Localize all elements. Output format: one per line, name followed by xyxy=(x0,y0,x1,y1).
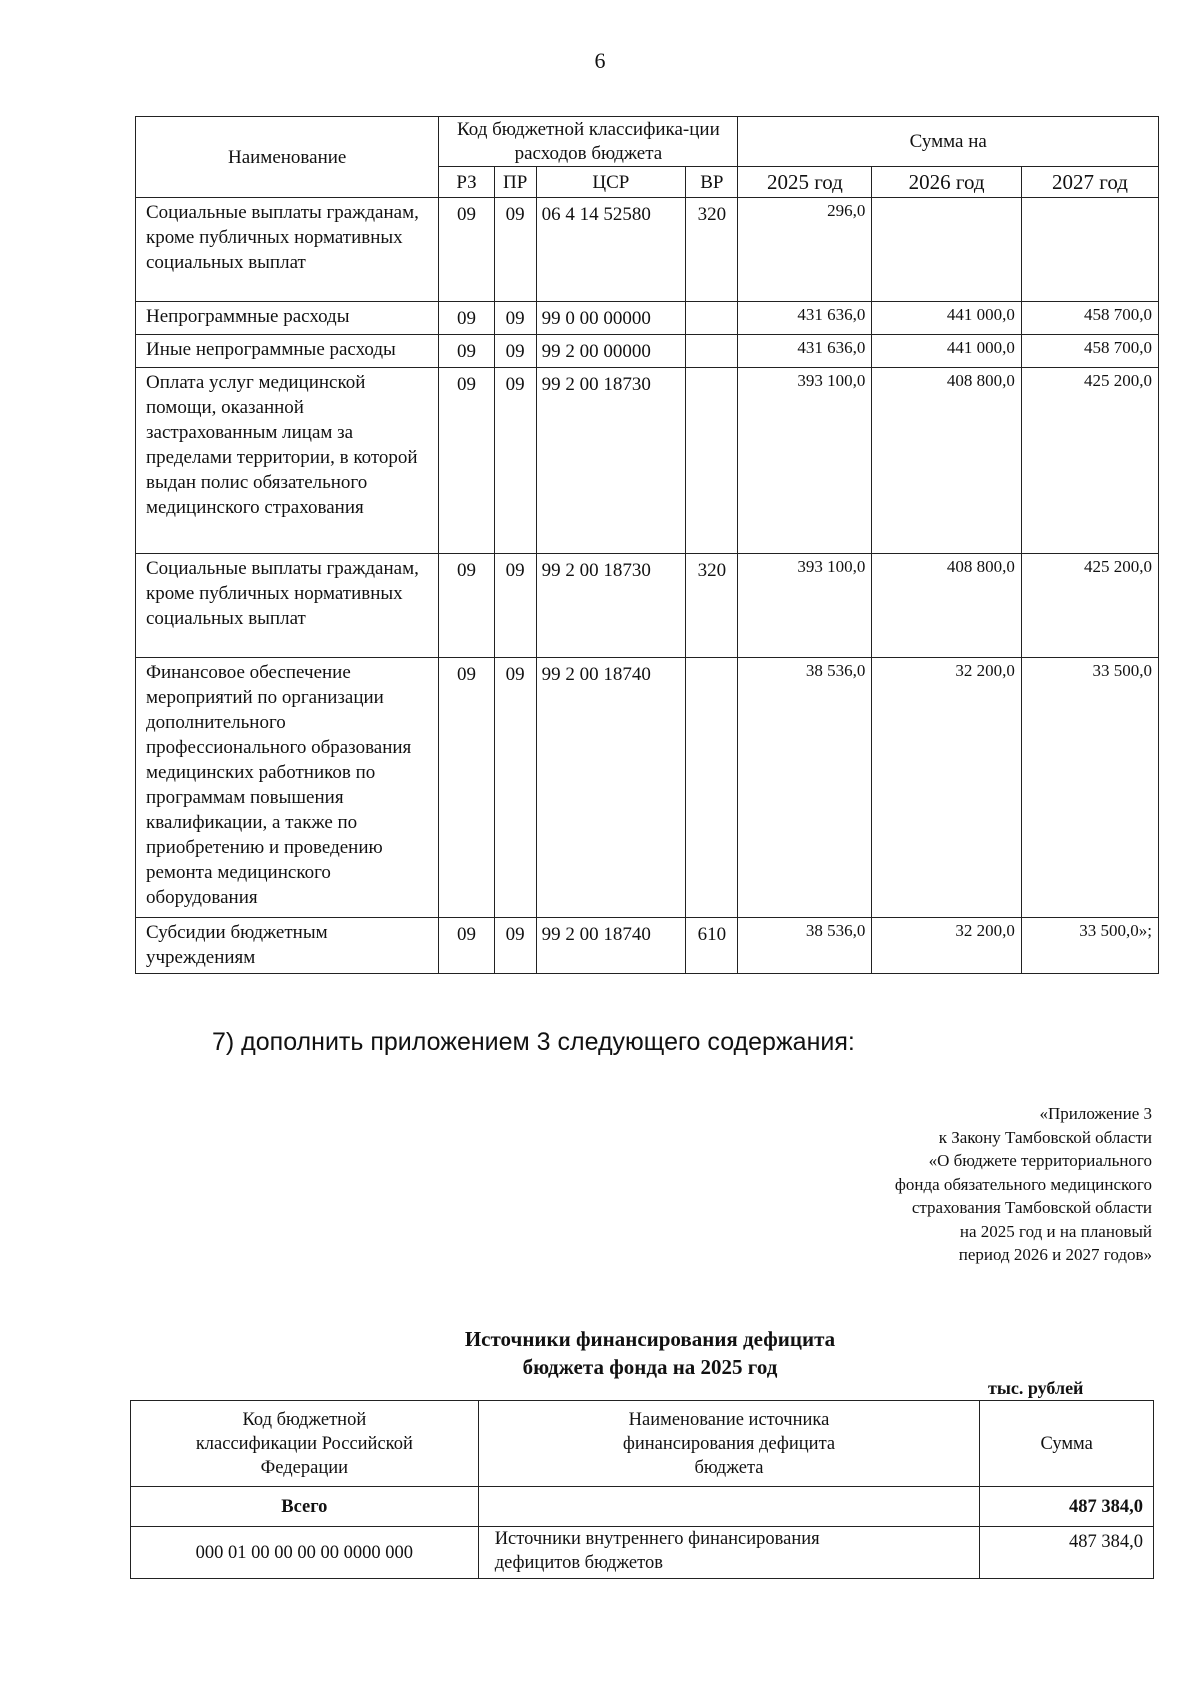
row-2027: 458 700,0 xyxy=(1021,335,1158,368)
header-code: Код бюджетной классификации Российской Федерации xyxy=(131,1401,479,1487)
row-2025: 393 100,0 xyxy=(738,554,872,658)
row-rz: 09 xyxy=(439,658,494,918)
total-name xyxy=(478,1487,980,1527)
appendix-line: фонда обязательного медицинского xyxy=(894,1174,1152,1194)
row-source-name: Источники внутреннего финансирования дефицитов бюджетов xyxy=(478,1527,980,1579)
row-csr: 06 4 14 52580 xyxy=(536,198,686,302)
row-csr: 99 2 00 18730 xyxy=(536,554,686,658)
header-rz: РЗ xyxy=(439,167,494,198)
row-2026: 441 000,0 xyxy=(872,335,1022,368)
page-number: 6 xyxy=(594,48,606,73)
table-row xyxy=(136,658,1159,918)
row-vr xyxy=(686,302,738,335)
row-vr xyxy=(686,658,738,918)
row-name: Социальные выплаты гражданам, кроме публичных нормативных социальных выплат xyxy=(136,198,439,302)
row-2025: 38 536,0 xyxy=(738,918,872,974)
header-source-name: Наименование источника финансирования дефицита бюджета xyxy=(478,1401,980,1487)
header-2025: 2025 год xyxy=(738,167,872,198)
total-row xyxy=(131,1487,1154,1527)
header-sum: Сумма xyxy=(980,1401,1154,1487)
row-name: Иные непрограммные расходы xyxy=(136,335,439,368)
row-pr: 09 xyxy=(494,368,536,554)
item-7-text: 7) дополнить приложением 3 следующего содержания: xyxy=(212,1028,855,1056)
table-row xyxy=(136,368,1159,554)
header-vr: ВР xyxy=(686,167,738,198)
header-csr: ЦСР xyxy=(536,167,686,198)
appendix-line: страхования Тамбовской области xyxy=(911,1198,1152,1217)
appendix-line: «О бюджете территориального xyxy=(928,1151,1152,1170)
row-name: Финансовое обеспечение мероприятий по организации дополнительного профессионального образования медицинских работников по программам повышения квалификации, а также по приобретению и проведению ремонта медицинского оборудования xyxy=(136,658,439,918)
section-title xyxy=(0,1325,1200,1381)
row-2026: 408 800,0 xyxy=(872,554,1022,658)
row-rz: 09 xyxy=(439,198,494,302)
row-pr: 09 xyxy=(494,658,536,918)
units-label: тыс. рублей xyxy=(988,1378,1084,1398)
table-row xyxy=(136,554,1159,658)
row-pr: 09 xyxy=(494,918,536,974)
row-vr xyxy=(686,335,738,368)
row-rz: 09 xyxy=(439,554,494,658)
row-rz: 09 xyxy=(439,918,494,974)
table-row xyxy=(131,1527,1154,1579)
appendix-line: на 2025 год и на плановый xyxy=(959,1221,1152,1241)
header-2026: 2026 год xyxy=(872,167,1022,198)
expenses-table xyxy=(135,116,1159,974)
row-2025: 431 636,0 xyxy=(738,302,872,335)
total-sum: 487 384,0 xyxy=(980,1487,1154,1527)
row-csr: 99 2 00 18740 xyxy=(536,918,686,974)
row-csr: 99 0 00 00000 xyxy=(536,302,686,335)
row-name: Субсидии бюджетным учреждениям xyxy=(136,918,439,974)
row-2026: 408 800,0 xyxy=(872,368,1022,554)
row-vr xyxy=(686,368,738,554)
row-pr: 09 xyxy=(494,198,536,302)
row-name: Непрограммные расходы xyxy=(136,302,439,335)
row-code: 000 01 00 00 00 00 0000 000 xyxy=(131,1527,479,1579)
table-row xyxy=(136,302,1159,335)
row-vr: 610 xyxy=(686,918,738,974)
row-2025: 431 636,0 xyxy=(738,335,872,368)
header-sum-group: Сумма на xyxy=(738,117,1159,167)
appendix-line: период 2026 и 2027 годов» xyxy=(958,1245,1152,1264)
row-2027 xyxy=(1021,198,1158,302)
header-name: Наименование xyxy=(136,117,439,198)
row-csr: 99 2 00 18730 xyxy=(536,368,686,554)
table-row xyxy=(136,918,1159,974)
section-title-line-2: бюджета фонда на 2025 год xyxy=(522,1355,778,1379)
table-row xyxy=(136,198,1159,302)
row-2026: 32 200,0 xyxy=(872,918,1022,974)
appendix-line: к Закону Тамбовской области xyxy=(938,1127,1152,1147)
row-2025: 296,0 xyxy=(738,198,872,302)
header-pr: ПР xyxy=(494,167,536,198)
row-2026 xyxy=(872,198,1022,302)
row-2027: 458 700,0 xyxy=(1021,302,1158,335)
row-csr: 99 2 00 00000 xyxy=(536,335,686,368)
row-name: Социальные выплаты гражданам, кроме публичных нормативных социальных выплат xyxy=(136,554,439,658)
row-pr: 09 xyxy=(494,335,536,368)
header-code-group: Код бюджетной классифика-ции расходов бюджета xyxy=(439,117,738,167)
row-2025: 393 100,0 xyxy=(738,368,872,554)
row-csr: 99 2 00 18740 xyxy=(536,658,686,918)
row-2026: 32 200,0 xyxy=(872,658,1022,918)
deficit-sources-table xyxy=(130,1400,1154,1579)
row-name: Оплата услуг медицинской помощи, оказанной застрахованным лицам за пределами территории, в которой выдан полис обязательного медицинского страхования xyxy=(136,368,439,554)
appendix-line: «Приложение 3 xyxy=(1039,1104,1152,1123)
row-pr: 09 xyxy=(494,302,536,335)
row-2027: 33 500,0 xyxy=(1021,658,1158,918)
row-vr: 320 xyxy=(686,198,738,302)
row-2027: 425 200,0 xyxy=(1021,368,1158,554)
row-vr: 320 xyxy=(686,554,738,658)
row-pr: 09 xyxy=(494,554,536,658)
row-sum: 487 384,0 xyxy=(980,1527,1154,1579)
row-2025: 38 536,0 xyxy=(738,658,872,918)
section-title-line-1: Источники финансирования дефицита xyxy=(464,1327,836,1351)
row-2026: 441 000,0 xyxy=(872,302,1022,335)
row-rz: 09 xyxy=(439,368,494,554)
row-rz: 09 xyxy=(439,335,494,368)
table-row xyxy=(136,335,1159,368)
row-rz: 09 xyxy=(439,302,494,335)
appendix-reference xyxy=(895,1102,1152,1267)
total-label: Всего xyxy=(131,1487,479,1527)
row-2027: 425 200,0 xyxy=(1021,554,1158,658)
header-2027: 2027 год xyxy=(1021,167,1158,198)
row-2027: 33 500,0»; xyxy=(1021,918,1158,974)
